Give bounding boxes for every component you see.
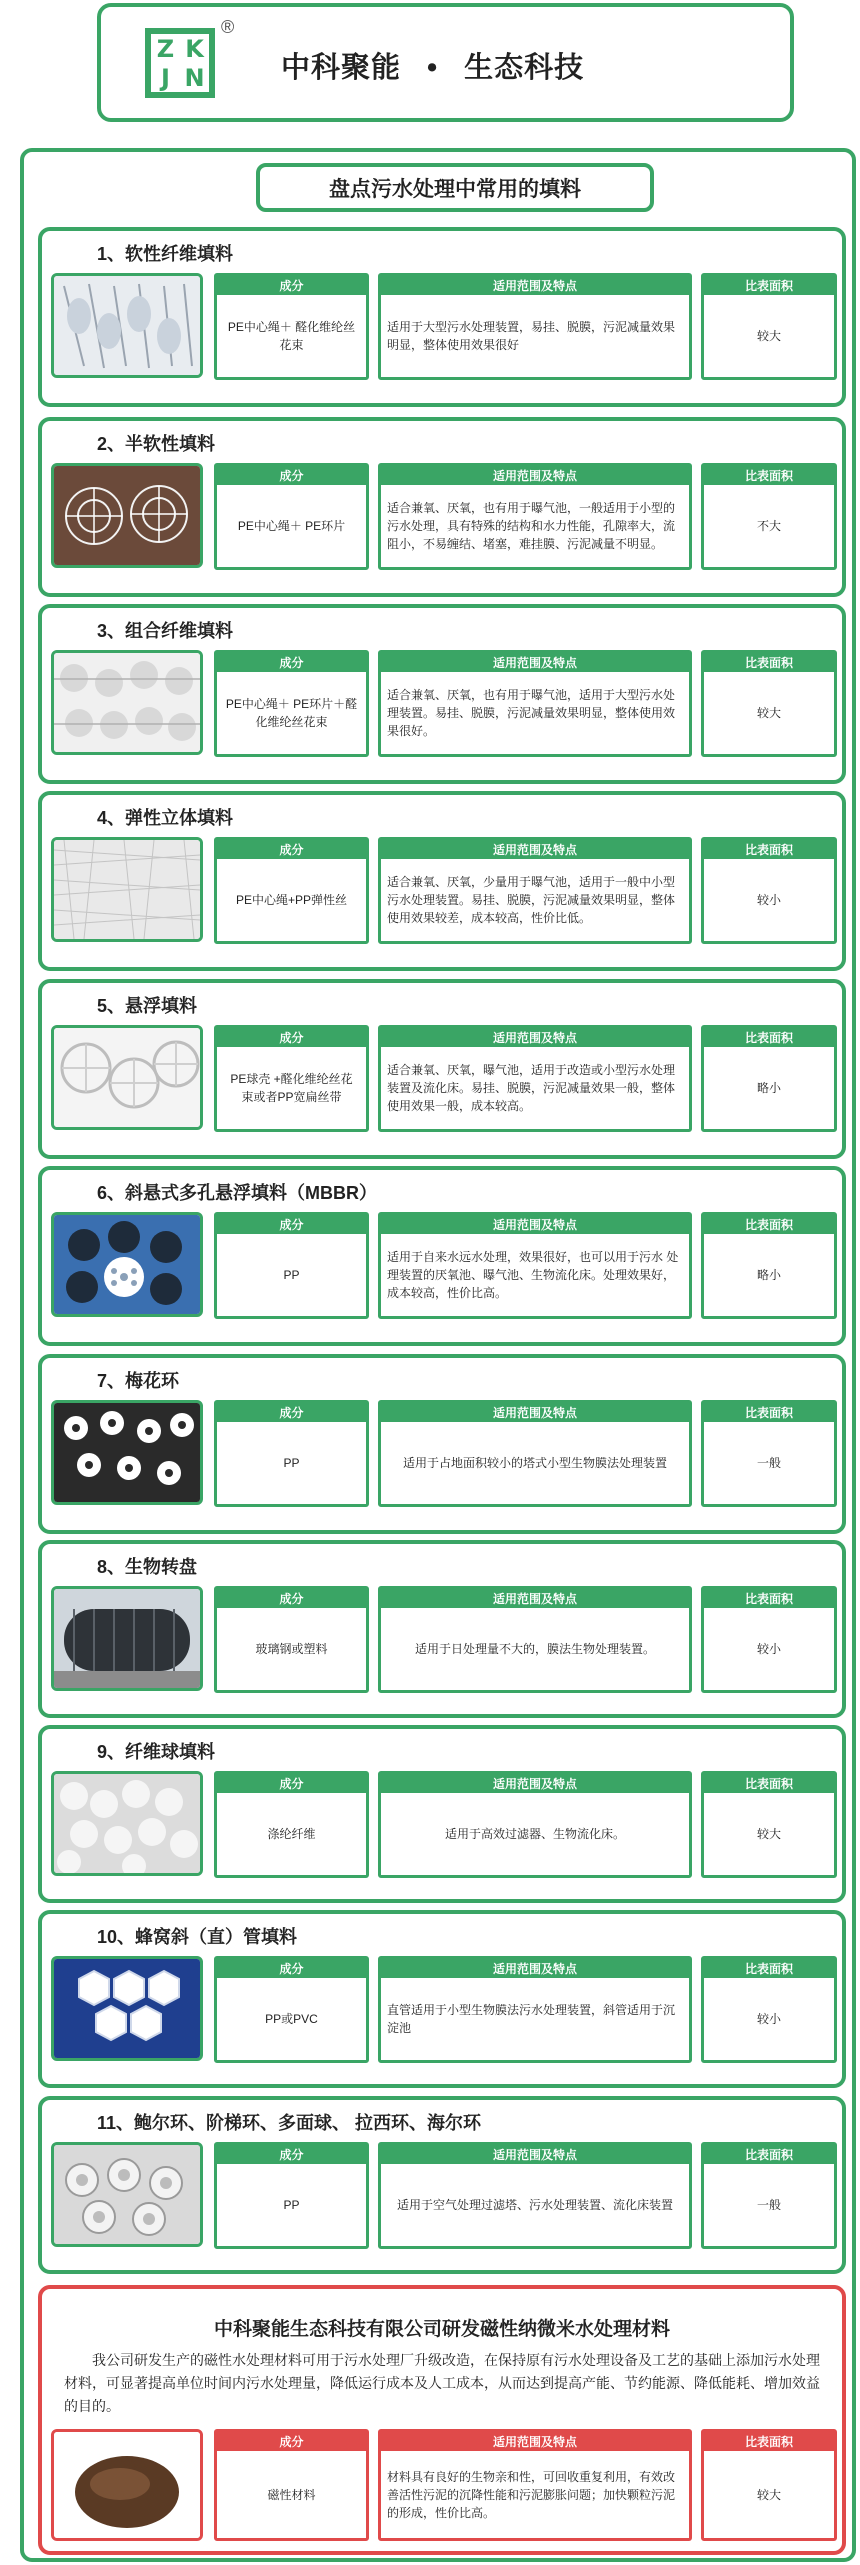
filler-card	[38, 604, 846, 784]
surface-value: 不大	[756, 519, 781, 533]
scope-value: 适用于占地面积较小的塔式小型生物膜法处理装置	[402, 1456, 667, 1470]
combined-fiber-filler-image	[54, 653, 200, 752]
elastic-3d-filler-photo	[51, 837, 203, 942]
surface-value: 较小	[756, 2012, 781, 2026]
surface-header: 比表面积	[704, 1959, 834, 1978]
surface-header: 比表面积	[704, 1403, 834, 1422]
composition-value: PE中心绳＋ 醛化维纶丝花束	[227, 320, 356, 352]
scope-value: 适合兼氧、厌氧，曝气池，适用于改造或小型污水处理装置及流化床。易挂、脱膜，污泥减量效果一般，整体使用效果一般，成本较高。	[387, 1063, 676, 1113]
magnetic-material-image	[54, 2432, 200, 2538]
plum-blossom-ring-photo	[51, 1400, 203, 1505]
surface-column	[701, 2429, 837, 2541]
composition-column	[214, 1956, 369, 2063]
fiber-ball-filler-image	[54, 1774, 200, 1873]
surface-column	[701, 1956, 837, 2063]
scope-column	[378, 1586, 692, 1693]
surface-header: 比表面积	[704, 466, 834, 485]
composition-value: PE中心绳+PP弹性丝	[235, 893, 348, 907]
company-title: 中科聚能生态科技有限公司研发磁性纳微米水处理材料	[213, 2319, 670, 2340]
scope-column	[378, 2142, 692, 2249]
composition-header: 成分	[217, 276, 366, 295]
composition-value: PP	[283, 1456, 300, 1470]
surface-column	[701, 1586, 837, 1693]
card-title: 11、鲍尔环、阶梯环、多面球、 拉西环、海尔环	[97, 2113, 482, 2133]
scope-column	[378, 2429, 692, 2541]
scope-value: 适合兼氧、厌氧，也有用于曝气池，适用于大型污水处理装置。易挂、脱膜，污泥减量效果明显，整体使用效果很好。	[387, 688, 676, 738]
card-title: 3、组合纤维填料	[97, 621, 234, 641]
scope-column	[378, 273, 692, 380]
card-title: 10、蜂窝斜（直）管填料	[97, 1927, 298, 1947]
scope-header: 适用范围及特点	[381, 276, 689, 295]
composition-column	[214, 1586, 369, 1693]
filler-card	[38, 417, 846, 597]
logo-letter: J	[161, 63, 170, 92]
composition-value: PE球壳 +醛化维纶丝花束或者PP宽扁丝带	[230, 1072, 353, 1104]
surface-value: 较大	[756, 1827, 781, 1841]
soft-fiber-filler-image	[54, 276, 200, 375]
composition-column	[214, 2429, 369, 2541]
filler-card	[38, 227, 846, 407]
surface-column	[701, 1025, 837, 1132]
brand-right: 生态科技	[464, 52, 585, 84]
semi-soft-filler-photo	[51, 463, 203, 568]
composition-value: PE中心绳＋ PE环片＋醛化维纶丝花束	[225, 697, 358, 729]
fiber-ball-filler-photo	[51, 1771, 203, 1876]
filler-card	[38, 1725, 846, 1903]
surface-value: 较小	[756, 893, 781, 907]
surface-value: 略小	[756, 1081, 781, 1095]
surface-column	[701, 2142, 837, 2249]
surface-column	[701, 1400, 837, 1507]
surface-column	[701, 650, 837, 757]
suspended-filler-photo	[51, 1025, 203, 1130]
mbbr-filler-photo	[51, 1212, 203, 1317]
brand-left: 中科聚能	[281, 52, 402, 84]
surface-value: 较小	[756, 1642, 781, 1656]
scope-header: 适用范围及特点	[381, 840, 689, 859]
surface-value: 一般	[756, 1456, 781, 1470]
composition-value: PP	[283, 1268, 300, 1282]
scope-column	[378, 1771, 692, 1878]
logo-letter: N	[184, 63, 205, 92]
card-title: 6、斜悬式多孔悬浮填料（MBBR）	[97, 1183, 378, 1203]
honeycomb-tube-filler-image	[54, 1959, 200, 2058]
surface-header: 比表面积	[704, 2432, 834, 2451]
elastic-3d-filler-image	[54, 840, 200, 939]
scope-value: 适用于大型污水处理装置，易挂、脱膜，污泥减量效果明显，整体使用效果很好	[387, 320, 676, 352]
biological-rotating-disc-photo	[51, 1586, 203, 1691]
composition-header: 成分	[217, 1028, 366, 1047]
composition-header: 成分	[217, 1774, 366, 1793]
surface-value: 较大	[756, 329, 781, 343]
filler-card	[38, 979, 846, 1159]
pall-ring-photo	[51, 2142, 203, 2247]
brand-name	[281, 45, 584, 86]
pall-ring-image	[54, 2145, 200, 2244]
scope-column	[378, 1025, 692, 1132]
semi-soft-filler-image	[54, 466, 200, 565]
filler-card	[38, 1354, 846, 1534]
composition-header: 成分	[217, 1589, 366, 1608]
surface-column	[701, 837, 837, 944]
scope-column	[378, 1400, 692, 1507]
scope-column	[378, 1212, 692, 1319]
filler-card	[38, 1910, 846, 2088]
composition-value: PP	[283, 2198, 300, 2212]
brand-separator: •	[427, 52, 439, 84]
filler-card	[38, 2096, 846, 2274]
scope-value: 适用于自来水远水处理，效果很好，也可以用于污水 处理装置的厌氧池、曝气池、生物流化床。处理效果好，成本较高，性价比高。	[387, 1250, 679, 1300]
composition-column	[214, 2142, 369, 2249]
filler-card	[38, 1166, 846, 1346]
scope-value: 适合兼氧、厌氧，也有用于曝气池，一般适用于小型的污水处理，具有特殊的结构和水力性能，孔隙率大，流阻小，不易缠结、堵塞，难挂膜、污泥减量不明显。	[387, 501, 676, 551]
card-title: 8、生物转盘	[97, 1557, 198, 1577]
page-title: 盘点污水处理中常用的填料	[256, 163, 654, 212]
registered-mark: ®	[221, 17, 235, 37]
surface-column	[701, 1771, 837, 1878]
company-section	[38, 2285, 846, 2555]
composition-column	[214, 1025, 369, 1132]
card-title: 5、悬浮填料	[97, 996, 198, 1016]
brand-header	[97, 3, 794, 122]
composition-column	[214, 463, 369, 570]
surface-value: 略小	[756, 1268, 781, 1282]
composition-header: 成分	[217, 2432, 366, 2451]
biological-rotating-disc-image	[54, 1589, 200, 1688]
surface-header: 比表面积	[704, 1589, 834, 1608]
scope-value: 适用于日处理量不大的，膜法生物处理装置。	[414, 1642, 655, 1656]
scope-header: 适用范围及特点	[381, 1589, 689, 1608]
composition-header: 成分	[217, 1215, 366, 1234]
composition-value: 磁性材料	[267, 2487, 316, 2502]
scope-header: 适用范围及特点	[381, 1215, 689, 1234]
scope-value: 适合兼氧、厌氧，少量用于曝气池，适用于一般中小型污水处理装置。易挂、脱膜，污泥减量效果明显，整体使用效果较差，成本较高，性价比低。	[387, 875, 676, 925]
surface-column	[701, 1212, 837, 1319]
scope-column	[378, 463, 692, 570]
scope-header: 适用范围及特点	[381, 1959, 689, 1978]
surface-header: 比表面积	[704, 653, 834, 672]
surface-column	[701, 463, 837, 570]
surface-header: 比表面积	[704, 276, 834, 295]
composition-header: 成分	[217, 2145, 366, 2164]
soft-fiber-filler-photo	[51, 273, 203, 378]
suspended-filler-image	[54, 1028, 200, 1127]
card-title: 9、纤维球填料	[97, 1742, 216, 1762]
scope-value: 材料具有良好的生物亲和性，可回收重复利用，有效改善活性污泥的沉降性能和污泥膨胀问题；加快颗粒污泥的形成，性价比高。	[387, 2469, 676, 2520]
scope-header: 适用范围及特点	[381, 1028, 689, 1047]
composition-value: PE中心绳＋ PE环片	[237, 519, 346, 533]
filler-card	[38, 791, 846, 971]
filler-card	[38, 1540, 846, 1718]
composition-column	[214, 837, 369, 944]
scope-column	[378, 837, 692, 944]
composition-column	[214, 1771, 369, 1878]
scope-header: 适用范围及特点	[381, 2145, 689, 2164]
composition-header: 成分	[217, 1403, 366, 1422]
card-title: 7、梅花环	[97, 1371, 180, 1391]
composition-value: 玻璃钢或塑料	[255, 1642, 328, 1656]
plum-blossom-ring-image	[54, 1403, 200, 1502]
composition-header: 成分	[217, 840, 366, 859]
magnetic-material-photo	[51, 2429, 203, 2541]
scope-column	[378, 1956, 692, 2063]
surface-header: 比表面积	[704, 1774, 834, 1793]
composition-header: 成分	[217, 1959, 366, 1978]
scope-header: 适用范围及特点	[381, 466, 689, 485]
composition-column	[214, 273, 369, 380]
surface-header: 比表面积	[704, 1215, 834, 1234]
company-description: 我公司研发生产的磁性水处理材料可用于污水处理厂升级改造，在保持原有污水处理设备及工艺的基础上添加污水处理材料，可显著提高单位时间内污水处理量，降低运行成本及人工成本，从而达到提高产能、节约能源、降低能耗、增加效益的目的。	[64, 2352, 820, 2414]
composition-value: 涤纶纤维	[267, 1827, 316, 1841]
scope-header: 适用范围及特点	[381, 2432, 689, 2451]
composition-column	[214, 650, 369, 757]
card-title: 2、半软性填料	[97, 434, 216, 454]
surface-value: 较大	[756, 2487, 781, 2502]
logo-letter: Z	[156, 34, 175, 63]
scope-value: 直管适用于小型生物膜法污水处理装置，斜管适用于沉淀池	[387, 2003, 676, 2035]
scope-value: 适用于空气处理过滤塔、污水处理装置、流化床装置	[396, 2198, 673, 2212]
combined-fiber-filler-photo	[51, 650, 203, 755]
composition-header: 成分	[217, 653, 366, 672]
card-title: 4、弹性立体填料	[97, 808, 234, 828]
composition-value: PP或PVC	[265, 2012, 318, 2026]
surface-header: 比表面积	[704, 2145, 834, 2164]
zkjn-logo	[145, 28, 215, 98]
composition-column	[214, 1212, 369, 1319]
composition-header: 成分	[217, 466, 366, 485]
surface-header: 比表面积	[704, 840, 834, 859]
mbbr-filler-image	[54, 1215, 200, 1314]
scope-header: 适用范围及特点	[381, 653, 689, 672]
scope-value: 适用于高效过滤器、生物流化床。	[444, 1827, 625, 1841]
scope-header: 适用范围及特点	[381, 1774, 689, 1793]
card-title: 1、软性纤维填料	[97, 244, 234, 264]
scope-header: 适用范围及特点	[381, 1403, 689, 1422]
scope-column	[378, 650, 692, 757]
surface-value: 较大	[756, 706, 781, 720]
surface-value: 一般	[756, 2198, 781, 2212]
composition-column	[214, 1400, 369, 1507]
surface-header: 比表面积	[704, 1028, 834, 1047]
honeycomb-tube-filler-photo	[51, 1956, 203, 2061]
logo-letter: K	[185, 34, 204, 63]
surface-column	[701, 273, 837, 380]
